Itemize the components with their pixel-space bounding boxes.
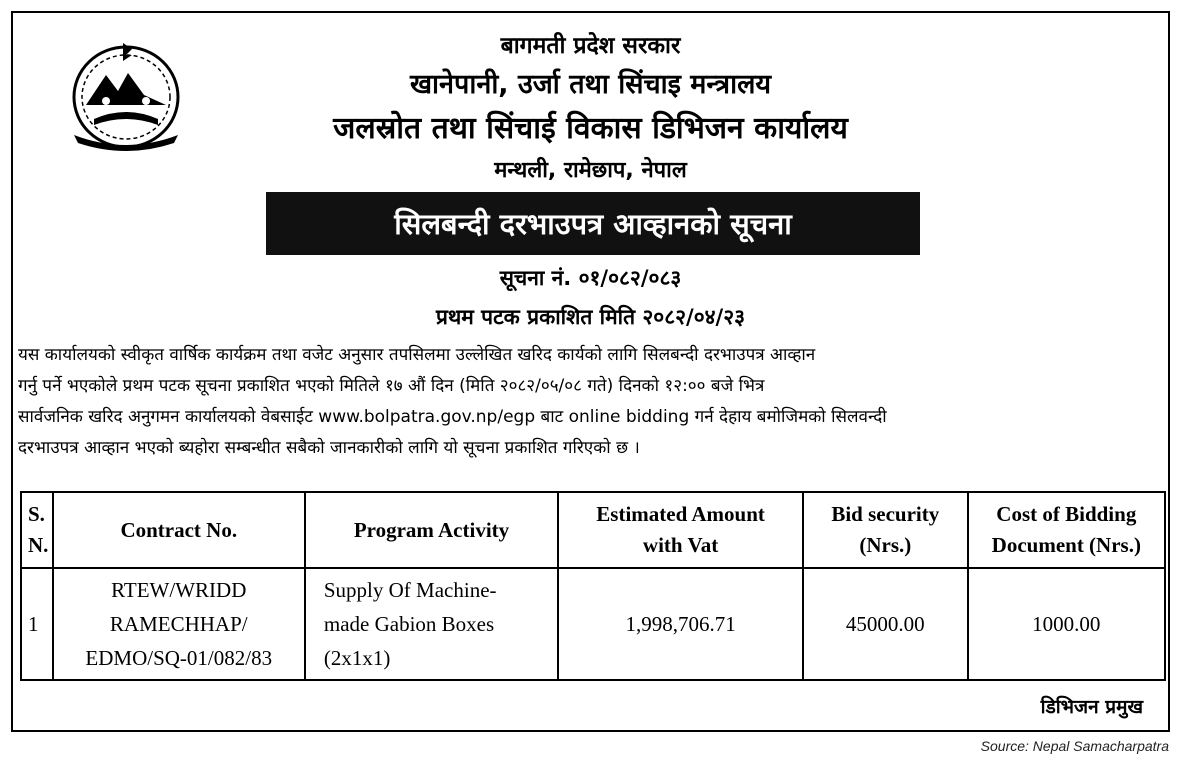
header-bid-security: Bid security (Nrs.) (803, 492, 968, 568)
notice-number: सूचना नं. ०१/०८२/०८३ (499, 266, 682, 290)
body-line: गर्नु पर्ने भएकोले प्रथम पटक सूचना प्रकाशित भएको मितिले १७ औं दिन (मिति २०८२/०५/०८ गते) दिनको १२:०० बजे भित्र (18, 376, 765, 396)
table-header-row (21, 492, 1165, 568)
notice-title-banner: सिलबन्दी दरभाउपत्र आव्हानको सूचना (266, 192, 920, 255)
body-line: यस कार्यालयको स्वीकृत वार्षिक कार्यक्रम तथा वजेट अनुसार तपसिलमा उल्लेखित खरिद कार्यको लागि सिलबन्दी दरभाउपत्र आव्हान (18, 345, 816, 365)
office-heading: जलस्रोत तथा सिंचाई विकास डिभिजन कार्यालय (333, 111, 848, 146)
header-estimated-amount: Estimated Amount with Vat (558, 492, 803, 568)
cell-estimated-amount: 1,998,706.71 (558, 568, 803, 680)
published-date: प्रथम पटक प्रकाशित मिति २०८२/०४/२३ (435, 305, 746, 329)
header-sn: S. N. (21, 492, 53, 568)
notice-body (18, 340, 1168, 464)
office-address: मन्थली, रामेछाप, नेपाल (494, 158, 687, 183)
body-line: सार्वजनिक खरिद अनुगमन कार्यालयको वेबसाईट www.bolpatra.gov.np/egp बाट online bidding गर्न देहाय बमोजिमको सिलवन्दी (18, 407, 887, 427)
header-contract-no: Contract No. (53, 492, 305, 568)
signature-division-chief: डिभिजन प्रमुख (1040, 696, 1143, 718)
cell-program-activity: Supply Of Machine- made Gabion Boxes (2x1x1) (305, 568, 558, 680)
province-government-heading: बागमती प्रदेश सरकार (500, 33, 681, 59)
header-program-activity: Program Activity (305, 492, 558, 568)
cell-sn: 1 (21, 568, 53, 680)
bid-table (20, 491, 1166, 681)
ministry-heading: खानेपानी, उर्जा तथा सिंचाइ मन्त्रालय (409, 69, 772, 100)
source-credit: Source: Nepal Samacharpatra (980, 738, 1169, 754)
header-cost-of-bidding: Cost of Bidding Document (Nrs.) (968, 492, 1165, 568)
cell-contract-no: RTEW/WRIDD RAMECHHAP/ EDMO/SQ-01/082/83 (53, 568, 305, 680)
table-row (21, 568, 1165, 680)
body-line: दरभाउपत्र आव्हान भएको ब्यहोरा सम्बन्धीत सबैको जानकारीको लागि यो सूचना प्रकाशित गरिएको छ । (18, 438, 640, 458)
cell-bid-security: 45000.00 (803, 568, 968, 680)
cell-cost-of-bidding: 1000.00 (968, 568, 1165, 680)
